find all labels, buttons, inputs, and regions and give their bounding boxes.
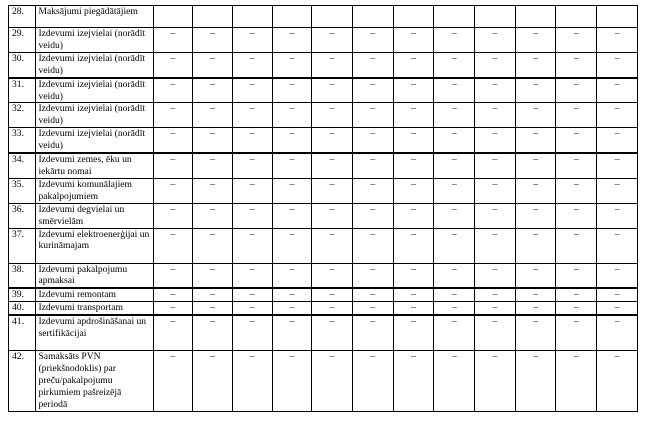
row-label: Izdevumi izejvielai (norādīt veidu) [36, 128, 153, 153]
value-cell: – [193, 351, 233, 412]
row-label: Izdevumi izejvielai (norādīt veidu) [36, 28, 153, 53]
value-cell: – [153, 351, 193, 412]
value-cell: – [434, 228, 475, 263]
row-number: 36. [9, 203, 36, 228]
value-cell [352, 6, 393, 28]
value-cell: – [272, 351, 312, 412]
value-cell: – [475, 288, 516, 301]
value-cell: – [556, 78, 597, 103]
value-cell: – [352, 128, 393, 153]
value-cell: – [475, 103, 516, 128]
row-number: 28. [9, 6, 36, 28]
value-cell: – [193, 103, 233, 128]
value-cell: – [153, 178, 193, 203]
value-cell: – [312, 263, 353, 288]
row-number: 40. [9, 302, 36, 315]
value-cell: – [272, 263, 312, 288]
value-cell: – [393, 315, 434, 351]
value-cell: – [272, 315, 312, 351]
value-cell [597, 6, 638, 28]
value-cell: – [597, 228, 638, 263]
value-cell: – [193, 302, 233, 315]
value-cell: – [597, 28, 638, 53]
value-cell: – [272, 302, 312, 315]
row-number: 31. [9, 78, 36, 103]
value-cell: – [193, 203, 233, 228]
value-cell: – [232, 128, 272, 153]
value-cell: – [434, 153, 475, 178]
value-cell: – [232, 228, 272, 263]
value-cell: – [515, 288, 556, 301]
value-cell: – [272, 228, 312, 263]
value-cell: – [272, 28, 312, 53]
expense-table [8, 5, 638, 412]
value-cell: – [232, 28, 272, 53]
table-row [9, 52, 638, 77]
value-cell: – [515, 203, 556, 228]
table-row [9, 6, 638, 28]
value-cell: – [515, 228, 556, 263]
value-cell: – [515, 153, 556, 178]
value-cell: – [153, 228, 193, 263]
value-cell: – [153, 203, 193, 228]
value-cell: – [556, 288, 597, 301]
row-number: 29. [9, 28, 36, 53]
value-cell: – [515, 351, 556, 412]
value-cell: – [232, 315, 272, 351]
value-cell: – [475, 153, 516, 178]
value-cell: – [312, 203, 353, 228]
row-label: Izdevumi izejvielai (norādīt veidu) [36, 103, 153, 128]
value-cell: – [352, 203, 393, 228]
table-row [9, 351, 638, 412]
value-cell: – [556, 302, 597, 315]
row-label: Izdevumi elektroenerģijai un kurināmajam [36, 228, 153, 263]
value-cell: – [352, 351, 393, 412]
value-cell: – [193, 228, 233, 263]
value-cell: – [193, 178, 233, 203]
value-cell [232, 6, 272, 28]
value-cell: – [393, 228, 434, 263]
value-cell: – [312, 351, 353, 412]
row-label: Izdevumi pakalpojumu apmaksai [36, 263, 153, 288]
value-cell: – [232, 103, 272, 128]
value-cell: – [434, 288, 475, 301]
value-cell: – [193, 28, 233, 53]
value-cell: – [515, 178, 556, 203]
value-cell: – [393, 263, 434, 288]
value-cell: – [232, 78, 272, 103]
row-number: 41. [9, 315, 36, 351]
value-cell: – [475, 228, 516, 263]
value-cell: – [153, 263, 193, 288]
value-cell: – [352, 153, 393, 178]
value-cell: – [393, 128, 434, 153]
table-row [9, 315, 638, 351]
value-cell: – [393, 178, 434, 203]
value-cell: – [556, 103, 597, 128]
value-cell: – [556, 52, 597, 77]
value-cell: – [312, 228, 353, 263]
value-cell: – [352, 52, 393, 77]
value-cell: – [272, 178, 312, 203]
value-cell: – [556, 203, 597, 228]
value-cell: – [312, 288, 353, 301]
value-cell: – [556, 351, 597, 412]
value-cell: – [597, 263, 638, 288]
value-cell: – [153, 128, 193, 153]
value-cell: – [434, 315, 475, 351]
value-cell: – [434, 52, 475, 77]
value-cell: – [232, 302, 272, 315]
value-cell: – [153, 153, 193, 178]
value-cell [556, 6, 597, 28]
row-number: 33. [9, 128, 36, 153]
value-cell: – [434, 203, 475, 228]
value-cell: – [352, 78, 393, 103]
value-cell: – [352, 315, 393, 351]
value-cell: – [193, 153, 233, 178]
row-label: Samaksāts PVN (priekšnodoklis) par preču/pakalpojumu pirkumiem pašreizējā periodā [36, 351, 153, 412]
value-cell: – [556, 263, 597, 288]
value-cell: – [312, 78, 353, 103]
value-cell: – [193, 78, 233, 103]
table-row [9, 228, 638, 263]
row-label: Maksājumi piegādātājiem [36, 6, 153, 28]
value-cell: – [475, 28, 516, 53]
value-cell: – [272, 103, 312, 128]
value-cell: – [153, 28, 193, 53]
value-cell: – [434, 302, 475, 315]
value-cell [475, 6, 516, 28]
row-number: 34. [9, 153, 36, 178]
row-label: Izdevumi izejvielai (norādīt veidu) [36, 78, 153, 103]
value-cell: – [475, 302, 516, 315]
value-cell: – [475, 128, 516, 153]
row-label: Izdevumi apdrošināšanai un sertifikācijai [36, 315, 153, 351]
value-cell: – [556, 128, 597, 153]
value-cell: – [312, 128, 353, 153]
value-cell: – [312, 52, 353, 77]
value-cell: – [352, 228, 393, 263]
value-cell: – [434, 128, 475, 153]
value-cell: – [153, 288, 193, 301]
value-cell: – [272, 52, 312, 77]
row-label: Izdevumi izejvielai (norādīt veidu) [36, 52, 153, 77]
table-row [9, 302, 638, 315]
value-cell: – [312, 103, 353, 128]
value-cell: – [475, 315, 516, 351]
table-row [9, 288, 638, 301]
value-cell: – [597, 78, 638, 103]
value-cell: – [393, 203, 434, 228]
value-cell: – [515, 28, 556, 53]
row-number: 38. [9, 263, 36, 288]
table-row [9, 103, 638, 128]
value-cell: – [193, 128, 233, 153]
row-label: Izdevumi remontam [36, 288, 153, 301]
value-cell: – [393, 28, 434, 53]
value-cell: – [434, 351, 475, 412]
value-cell: – [434, 263, 475, 288]
row-number: 35. [9, 178, 36, 203]
value-cell: – [515, 263, 556, 288]
value-cell: – [352, 178, 393, 203]
value-cell: – [515, 52, 556, 77]
row-number: 30. [9, 52, 36, 77]
value-cell: – [312, 315, 353, 351]
value-cell: – [193, 52, 233, 77]
value-cell: – [153, 302, 193, 315]
table-row [9, 203, 638, 228]
value-cell: – [393, 153, 434, 178]
value-cell: – [475, 203, 516, 228]
value-cell: – [352, 28, 393, 53]
value-cell: – [232, 203, 272, 228]
value-cell: – [515, 78, 556, 103]
row-number: 37. [9, 228, 36, 263]
value-cell: – [515, 128, 556, 153]
value-cell: – [597, 315, 638, 351]
value-cell: – [312, 302, 353, 315]
value-cell [272, 6, 312, 28]
value-cell: – [193, 315, 233, 351]
value-cell [434, 6, 475, 28]
value-cell: – [434, 28, 475, 53]
value-cell: – [312, 28, 353, 53]
value-cell: – [232, 351, 272, 412]
value-cell: – [393, 78, 434, 103]
value-cell: – [475, 52, 516, 77]
value-cell: – [153, 52, 193, 77]
value-cell: – [312, 178, 353, 203]
row-number: 42. [9, 351, 36, 412]
value-cell: – [232, 52, 272, 77]
value-cell: – [515, 302, 556, 315]
value-cell: – [475, 78, 516, 103]
value-cell: – [352, 263, 393, 288]
value-cell: – [475, 263, 516, 288]
value-cell: – [597, 52, 638, 77]
value-cell: – [272, 203, 312, 228]
row-label: Izdevumi transportam [36, 302, 153, 315]
value-cell: – [556, 178, 597, 203]
value-cell [393, 6, 434, 28]
value-cell: – [272, 288, 312, 301]
value-cell: – [232, 263, 272, 288]
value-cell [312, 6, 353, 28]
value-cell: – [597, 178, 638, 203]
value-cell: – [597, 203, 638, 228]
value-cell: – [352, 103, 393, 128]
value-cell: – [434, 103, 475, 128]
value-cell: – [352, 302, 393, 315]
value-cell: – [153, 103, 193, 128]
value-cell: – [153, 315, 193, 351]
table-row [9, 28, 638, 53]
table-row [9, 178, 638, 203]
table-row [9, 263, 638, 288]
value-cell: – [312, 153, 353, 178]
value-cell: – [475, 178, 516, 203]
value-cell: – [597, 302, 638, 315]
value-cell: – [597, 351, 638, 412]
table-row [9, 128, 638, 153]
value-cell: – [515, 315, 556, 351]
value-cell: – [393, 351, 434, 412]
row-number: 32. [9, 103, 36, 128]
value-cell: – [153, 78, 193, 103]
row-label: Izdevumi komunālajiem pakalpojumiem [36, 178, 153, 203]
value-cell: – [393, 52, 434, 77]
table-row [9, 153, 638, 178]
value-cell: – [352, 288, 393, 301]
value-cell: – [393, 302, 434, 315]
value-cell [153, 6, 193, 28]
value-cell: – [393, 288, 434, 301]
table-row [9, 78, 638, 103]
value-cell: – [232, 178, 272, 203]
value-cell: – [556, 153, 597, 178]
value-cell: – [393, 103, 434, 128]
value-cell: – [232, 153, 272, 178]
value-cell: – [597, 288, 638, 301]
value-cell: – [193, 288, 233, 301]
value-cell: – [434, 78, 475, 103]
value-cell: – [272, 128, 312, 153]
value-cell: – [556, 228, 597, 263]
value-cell: – [597, 153, 638, 178]
value-cell [515, 6, 556, 28]
row-number: 39. [9, 288, 36, 301]
value-cell [193, 6, 233, 28]
value-cell: – [193, 263, 233, 288]
value-cell: – [232, 288, 272, 301]
value-cell: – [475, 351, 516, 412]
row-label: Izdevumi degvielai un smērvielām [36, 203, 153, 228]
value-cell: – [434, 178, 475, 203]
value-cell: – [272, 78, 312, 103]
value-cell: – [272, 153, 312, 178]
row-label: Izdevumi zemes, ēku un iekārtu nomai [36, 153, 153, 178]
value-cell: – [556, 315, 597, 351]
value-cell: – [597, 103, 638, 128]
value-cell: – [515, 103, 556, 128]
value-cell: – [597, 128, 638, 153]
value-cell: – [556, 28, 597, 53]
